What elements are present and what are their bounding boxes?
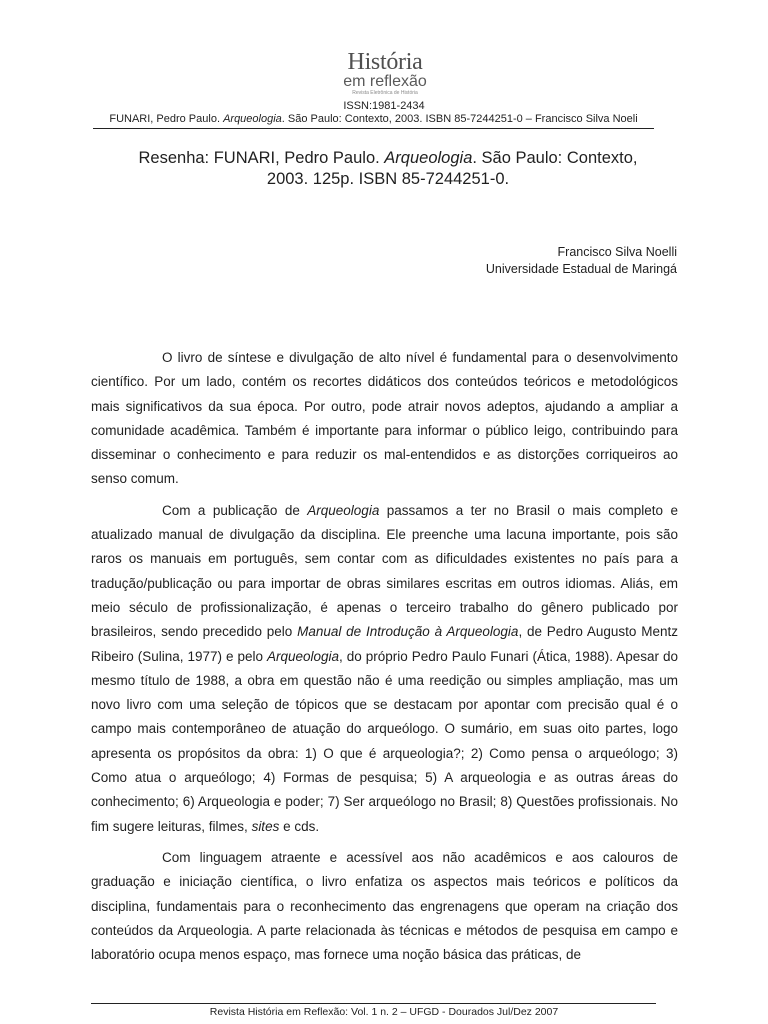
review-title	[93, 148, 683, 190]
author-block	[486, 244, 677, 278]
p2-seg-i: e cds.	[279, 818, 320, 834]
footer: Revista História em Reflexão: Vol. 1 n. 2 – UFGD - Dourados Jul/Dez 2007	[209, 1006, 559, 1018]
p2-seg-g: , do próprio Pedro Paulo Funari (Ática, 1988). Apesar do mesmo título de 1988, a obra em questão não é uma reedição ou simples ampliação, mas um novo livro com uma seleção de tópicos que se destacam por apontar com precisão qual é o campo mais contemporâneo de atuação do arqueólogo. O sumário, em suas oito partes, logo apresenta os propósitos da obra: 1) O que é arqueologia?; 2) Como pensa o arqueólogo; 3) Como atua o arqueólogo; 4) Formas de pesquisa; 5) A arqueologia e as outras áreas do conhecimento; 6) Arqueologia e poder; 7) Ser arqueólogo no Brasil; 8) Questões profissionais. No fim sugere leituras, filmes,	[91, 648, 679, 834]
p2-seg-e: , de Pedro Augusto Mentz Ribeiro (Sulina, 1977) e pelo	[91, 624, 678, 664]
header-citation-rest: . São Paulo: Contexto, 2003. ISBN 85-7244251-0 – Francisco Silva Noeli	[281, 113, 638, 125]
review-title-publisher: . São Paulo: Contexto,	[472, 149, 638, 167]
footer-divider	[91, 1003, 656, 1004]
review-title-line1	[93, 148, 683, 169]
p2-sites: sites	[251, 818, 280, 834]
review-title-prefix: Resenha: FUNARI, Pedro Paulo.	[138, 149, 385, 167]
review-title-line2: 2003. 125p. ISBN 85-7244251-0.	[266, 170, 510, 188]
p2-manual-title: Manual de Introdução à Arqueologia	[297, 624, 519, 640]
p2-1988-title: Arqueologia	[266, 648, 340, 664]
paragraph-2	[91, 499, 678, 839]
header-citation	[93, 113, 654, 126]
paragraph-3: Com linguagem atraente e acessível aos não acadêmicos e aos calouros de graduação e iniciação científica, o livro enfatiza os aspectos mais teóricos e políticos da disciplina, fundamentais para o reconhecimento das engrenagens que operam na criação dos conteúdos da Arqueologia. A parte relacionada às técnicas e métodos de pesquisa em campo e laboratório ocupa menos espaço, mas fornece uma noção básica das práticas, de	[91, 849, 678, 963]
p2-seg-a: Com a publicação de	[162, 502, 308, 518]
p2-book-title: Arqueologia	[307, 502, 380, 518]
logo-tagline: Revista Eletrônica de História	[352, 90, 418, 96]
paragraph-1: O livro de síntese e divulgação de alto nível é fundamental para o desenvolvimento científico. Por um lado, contém os recortes didáticos dos conteúdos teóricos e metodológicos mais significativos da sua época. Por outro, pode atrair novos adeptos, ajudando a ampliar a comunidade acadêmica. Também é importante para informar o público leigo, contribuindo para disseminar o conhecimento e para reduzir os mal-entendidos e as distorções corriqueiros ao senso comum.	[91, 350, 678, 487]
author-affiliation: Universidade Estadual de Maringá	[485, 262, 677, 276]
p2-seg-c: passamos a ter no Brasil o mais completo e atualizado manual de divulgação da disciplina. Ele preenche uma lacuna importante, pois são raros os manuais em português, sem contar com as dificuldades existentes no país para a tradução/publicação ou para importar de obras similares escritas em outros idiomas. Aliás, em meio século de profissionalização, é apenas o terceiro trabalho do gênero publicado por brasileiros, sendo precedido pelo	[91, 502, 678, 640]
header-divider	[93, 128, 654, 129]
logo-subtitle: em reflexão	[343, 73, 427, 90]
review-title-book: Arqueologia	[384, 149, 473, 167]
header-citation-title: Arqueologia	[223, 113, 282, 125]
issn: ISSN:1981-2434	[343, 100, 425, 112]
logo-title: História	[347, 49, 423, 75]
journal-logo	[320, 50, 450, 96]
review-body	[91, 346, 678, 974]
author-name: Francisco Silva Noelli	[557, 245, 677, 259]
header-citation-author: FUNARI, Pedro Paulo.	[109, 113, 224, 125]
